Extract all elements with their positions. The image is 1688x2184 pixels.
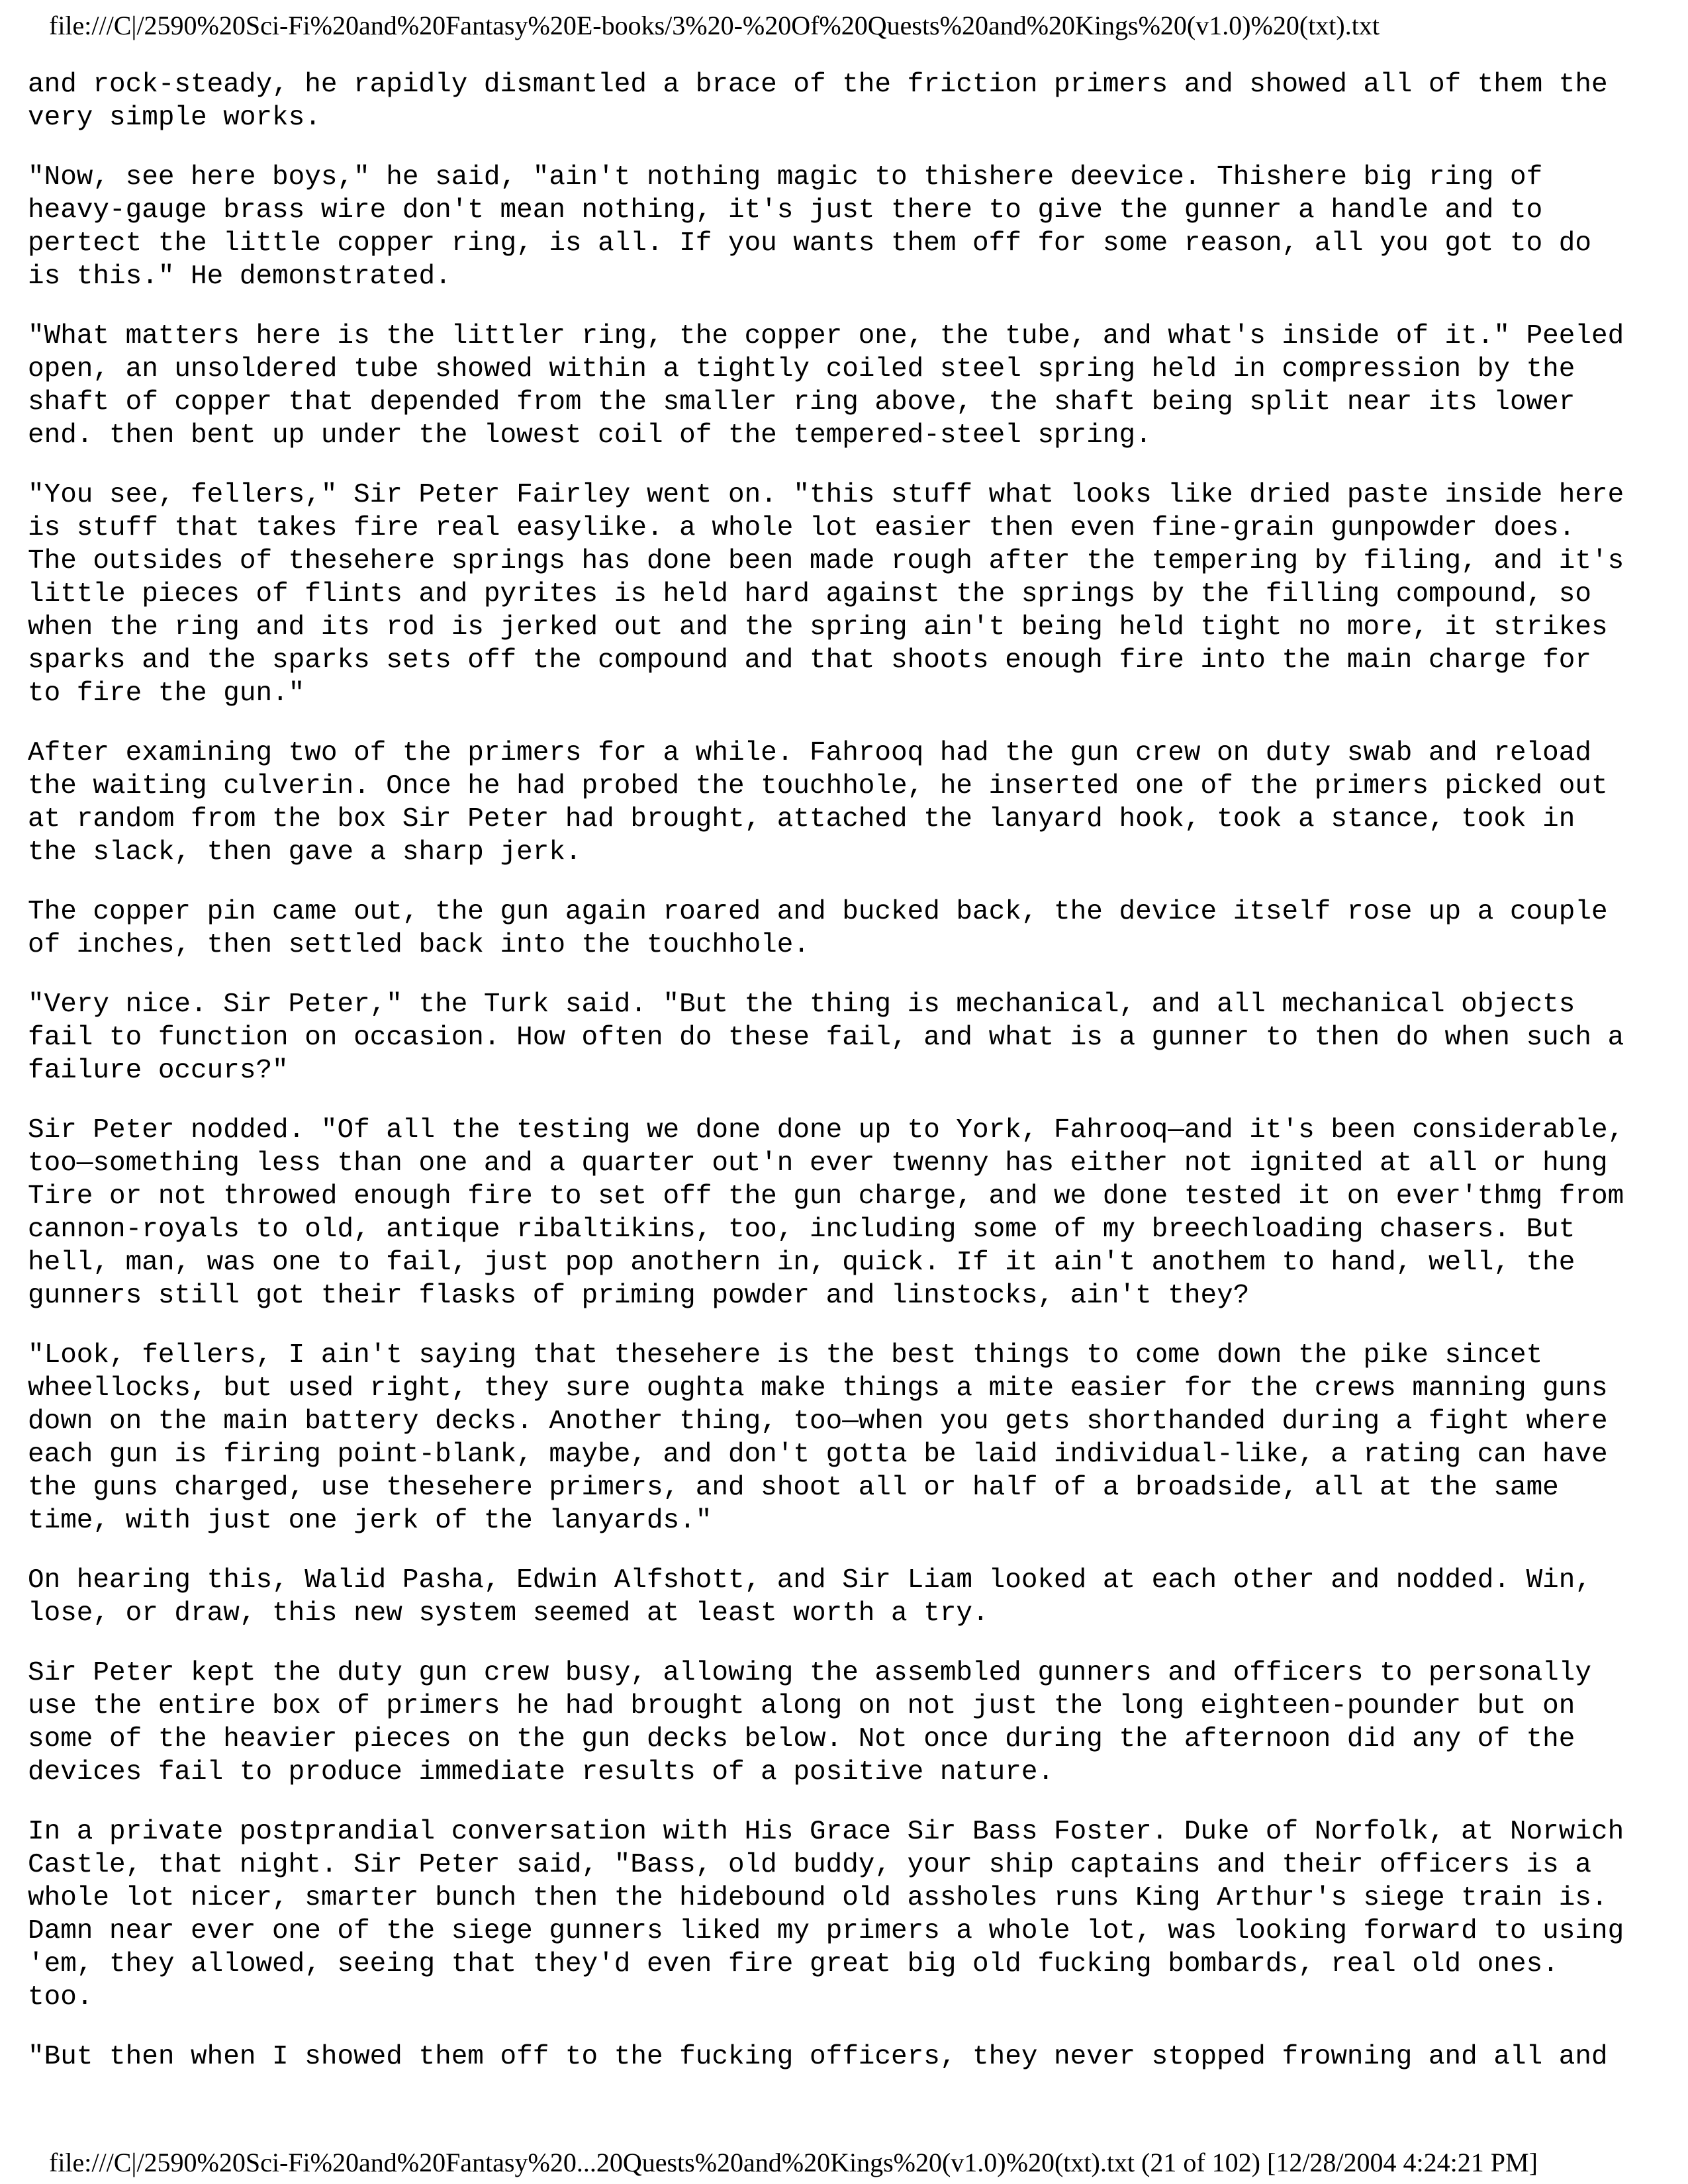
paragraph: "What matters here is the littler ring, the copper one, the tube, and what's inside of it." Peeled open, an unsoldered tube showed within a tightly coiled steel spring held in compression by the shaft of copper that depended from the smaller ring above, the shaft being split near its lower end. then bent up under the lowest coil of the tempered-steel spring. [28, 321, 1624, 451]
paragraph: "Look, fellers, I ain't saying that thesehere is the best things to come down the pike sincet wheellocks, but used right, they sure oughta make things a mite easier for the crews manning guns down on the main battery decks. Another thing, too—when you gets shorthanded during a fight where each gun is firing point-blank, maybe, and don't gotta be laid individual-like, a rating can have the guns charged, use thesehere primers, and shoot all or half of a broadside, all at the same time, with just one jerk of the lanyards." [28, 1340, 1608, 1536]
page-footer-path: file:///C|/2590%20Sci-Fi%20and%20Fantasy%20...20Quests%20and%20Kings%20(v1.0)%20(txt).txt (21 of 102) [12/28/2004 4:24:21 PM] [49, 2148, 1538, 2177]
page-header-path: file:///C|/2590%20Sci-Fi%20and%20Fantasy%20E-books/3%20-%20Of%20Quests%20and%20Kings%20(v1.0)%20(txt).txt [49, 11, 1380, 40]
paragraph: "But then when I showed them off to the fucking officers, they never stopped frowning and all and [28, 2042, 1608, 2072]
paragraph: and rock-steady, he rapidly dismantled a brace of the friction primers and showed all of them the very simple works. [28, 69, 1608, 133]
paragraph: On hearing this, Walid Pasha, Edwin Alfshott, and Sir Liam looked at each other and nodded. Win, lose, or draw, this new system seemed at least worth a try. [28, 1565, 1591, 1629]
paragraph: In a private postprandial conversation with His Grace Sir Bass Foster. Duke of Norfolk, at Norwich Castle, that night. Sir Peter said, "Bass, old buddy, your ship captains and their officers is a whole lot nicer, smarter bunch then the hidebound old assholes runs King Arthur's siege train is. Damn near ever one of the siege gunners liked my primers a whole lot, was looking forward to using 'em, they allowed, seeing that they'd even fire great big old fucking bombards, real old ones. too. [28, 1817, 1624, 2013]
paragraph: After examining two of the primers for a while. Fahrooq had the gun crew on duty swab and reload the waiting culverin. Once he had probed the touchhole, he inserted one of the primers picked out at random from the box Sir Peter had brought, attached the lanyard hook, took a stance, took in the slack, then gave a sharp jerk. [28, 738, 1608, 868]
paragraph: "You see, fellers," Sir Peter Fairley went on. "this stuff what looks like dried paste inside here is stuff that takes fire real easylike. a whole lot easier then even fine-grain gunpowder does. The outsides of thesehere springs has done been made rough after the tempering by filing, and it's little pieces of flints and pyrites is held hard against the springs by the filling compound, so when the ring and its rod is jerked out and the spring ain't being held tight no more, it strikes sparks and the sparks sets off the compound and that shoots enough fire into the main charge for to fire the gun." [28, 480, 1624, 709]
paragraph: "Very nice. Sir Peter," the Turk said. "But the thing is mechanical, and all mechanical objects fail to function on occasion. How often do these fail, and what is a gunner to then do when such a failure occurs?" [28, 989, 1624, 1086]
document-body [28, 68, 1663, 2100]
paragraph: The copper pin came out, the gun again roared and bucked back, the device itself rose up a couple of inches, then settled back into the touchhole. [28, 897, 1608, 960]
paragraph: Sir Peter nodded. "Of all the testing we done done up to York, Fahrooq—and it's been considerable, too—something less than one and a quarter out'n ever twenny has either not ignited at all or hung Tire or not throwed enough fire to set off the gun charge, and we done tested it on ever'thmg from cannon-royals to old, antique ribaltikins, too, including some of my breechloading chasers. But hell, man, was one to fail, just pop anothern in, quick. If it ain't anothem to hand, well, the gunners still got their flasks of priming powder and linstocks, ain't they? [28, 1115, 1624, 1311]
paragraph: Sir Peter kept the duty gun crew busy, allowing the assembled gunners and officers to personally use the entire box of primers he had brought along on not just the long eighteen-pounder but on some of the heavier pieces on the gun decks below. Not once during the afternoon did any of the devices fail to produce immediate results of a positive nature. [28, 1658, 1591, 1788]
paragraph: "Now, see here boys," he said, "ain't nothing magic to thishere deevice. Thishere big ring of heavy-gauge brass wire don't mean nothing, it's just there to give the gunner a handle and to pertect the little copper ring, is all. If you wants them off for some reason, all you got to do is this." He demonstrated. [28, 162, 1591, 292]
